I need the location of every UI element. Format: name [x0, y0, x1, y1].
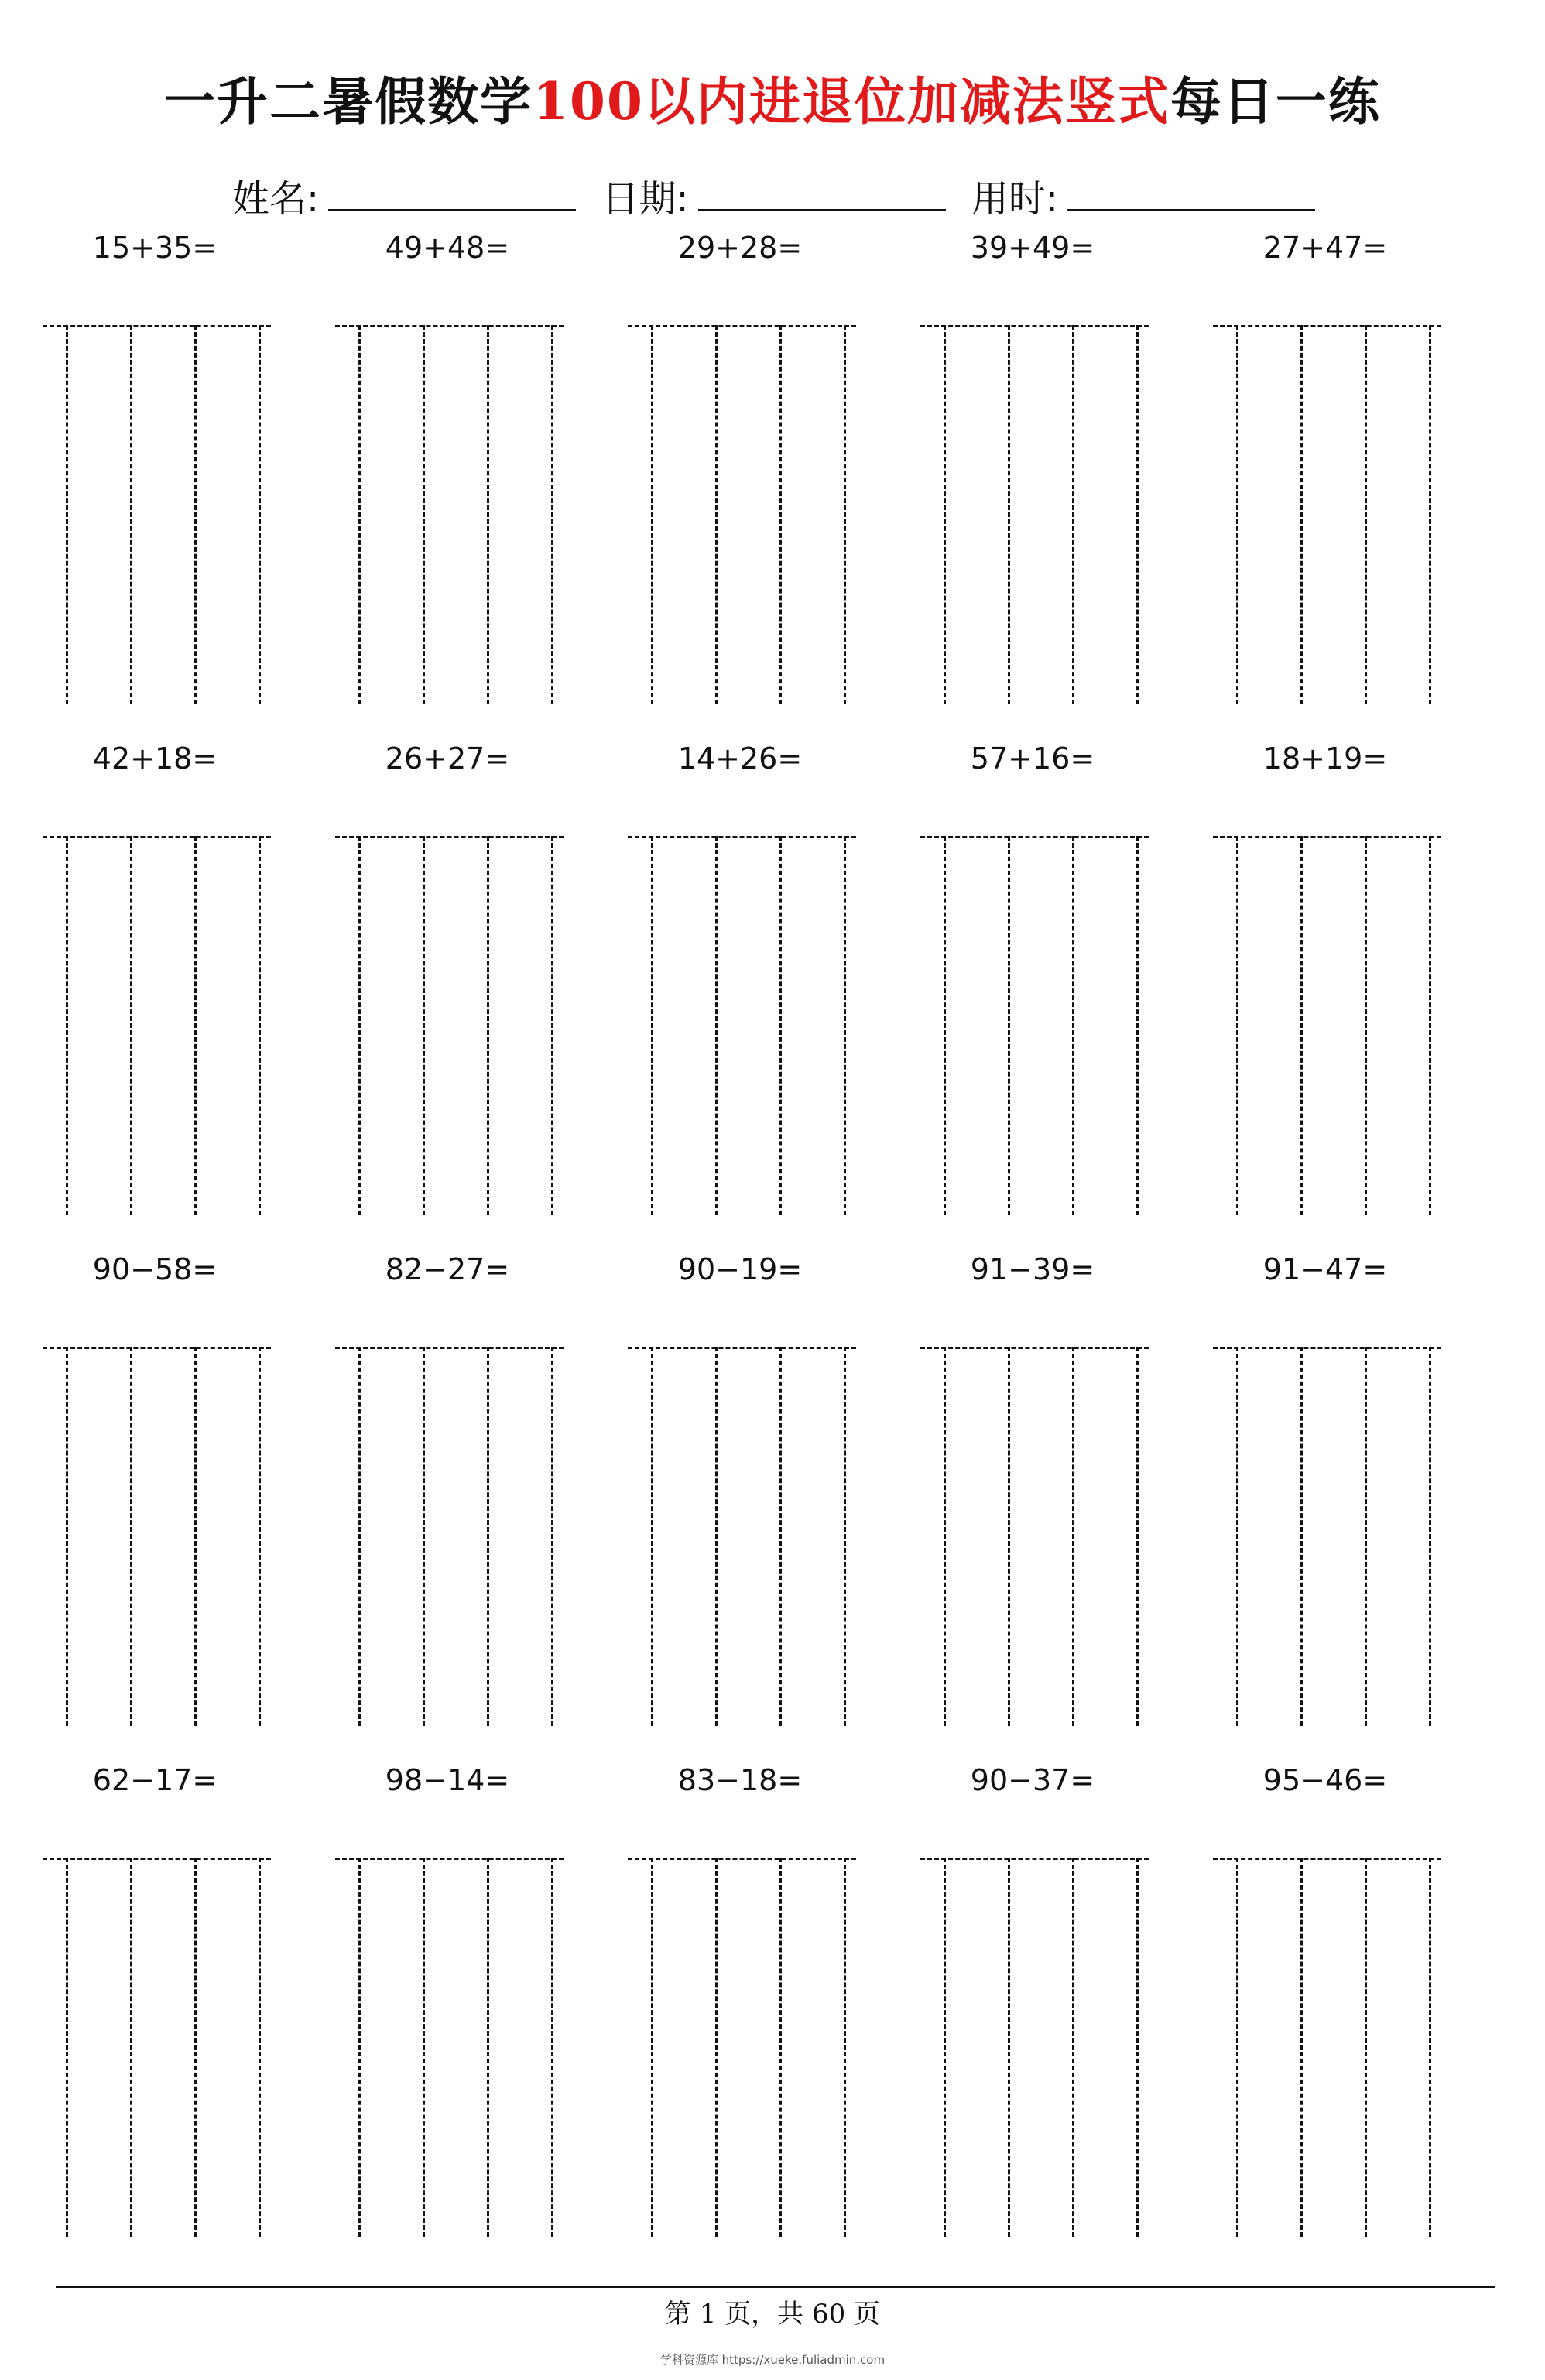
- grid-column-line: [1365, 325, 1367, 704]
- grid-column-line: [551, 1858, 553, 2237]
- grid-column-line: [487, 1347, 489, 1726]
- grid-column-line: [130, 1347, 132, 1726]
- grid-column-line: [844, 325, 846, 704]
- grid-top-line: [335, 1347, 564, 1349]
- problem-expression: 49+48=: [385, 231, 510, 265]
- grid-column-line: [844, 1347, 846, 1726]
- grid-column-line: [487, 325, 489, 704]
- problem-expression: 83−18=: [677, 1763, 803, 1797]
- footer-divider: [56, 2286, 1495, 2288]
- grid-column-line: [194, 1347, 197, 1726]
- grid-top-line: [920, 836, 1149, 838]
- grid-column-line: [1072, 1347, 1074, 1726]
- name-blank: [328, 178, 576, 211]
- grid-top-line: [920, 1858, 1149, 1860]
- grid-column-line: [130, 836, 132, 1215]
- grid-column-line: [1429, 1858, 1431, 2237]
- grid-column-line: [194, 325, 197, 704]
- grid-top-line: [628, 325, 856, 327]
- grid-column-line: [1300, 325, 1303, 704]
- problem-expression: 14+26=: [677, 741, 803, 776]
- problem-expression: 90−19=: [677, 1252, 803, 1286]
- date-label: 日期:: [601, 177, 689, 221]
- grid-column-line: [715, 1347, 718, 1726]
- grid-column-line: [66, 325, 68, 704]
- grid-column-line: [1300, 1347, 1303, 1726]
- grid-top-line: [1213, 1858, 1441, 1860]
- grid-column-line: [66, 1858, 68, 2237]
- answer-grid: [920, 1858, 1149, 2237]
- answer-grid: [43, 836, 271, 1215]
- grid-column-line: [715, 325, 718, 704]
- grid-column-line: [1429, 836, 1431, 1215]
- grid-column-line: [844, 1858, 846, 2237]
- grid-column-line: [1008, 1347, 1010, 1726]
- grid-top-line: [628, 836, 856, 838]
- grid-column-line: [1365, 1858, 1367, 2237]
- grid-column-line: [551, 836, 553, 1215]
- grid-column-line: [651, 1858, 653, 2237]
- grid-column-line: [259, 1858, 261, 2237]
- grid-column-line: [844, 836, 846, 1215]
- problem-expression: 27+47=: [1262, 231, 1388, 265]
- grid-top-line: [1213, 836, 1441, 838]
- problem-expression: 39+49=: [970, 231, 1095, 265]
- grid-top-line: [920, 1347, 1149, 1349]
- grid-column-line: [944, 836, 946, 1215]
- grid-column-line: [651, 1347, 653, 1726]
- grid-column-line: [423, 325, 425, 704]
- date-field: [601, 169, 945, 222]
- grid-column-line: [130, 1858, 132, 2237]
- answer-grid: [628, 1347, 856, 1726]
- grid-column-line: [358, 836, 361, 1215]
- grid-column-line: [715, 836, 718, 1215]
- problem-expression: 91−39=: [970, 1252, 1095, 1286]
- worksheet-title: [0, 60, 1545, 134]
- grid-column-line: [1429, 325, 1431, 704]
- time-blank: [1067, 178, 1315, 211]
- grid-column-line: [715, 1858, 718, 2237]
- grid-column-line: [1008, 836, 1010, 1215]
- grid-column-line: [1136, 1858, 1139, 2237]
- answer-grid: [43, 1347, 271, 1726]
- grid-column-line: [1136, 325, 1139, 704]
- grid-top-line: [43, 1347, 271, 1349]
- grid-top-line: [1213, 325, 1441, 327]
- grid-column-line: [1136, 1347, 1139, 1726]
- problem-expression: 90−37=: [970, 1763, 1095, 1797]
- grid-column-line: [1236, 325, 1238, 704]
- grid-top-line: [1213, 1347, 1441, 1349]
- grid-top-line: [43, 836, 271, 838]
- grid-column-line: [487, 1858, 489, 2237]
- grid-column-line: [779, 1347, 782, 1726]
- grid-column-line: [423, 1858, 425, 2237]
- grid-column-line: [779, 325, 782, 704]
- title-part-1: 一升二暑假数学: [164, 71, 533, 132]
- grid-column-line: [130, 325, 132, 704]
- answer-grid: [1213, 325, 1441, 704]
- answer-grid: [335, 1347, 564, 1726]
- problem-expression: 57+16=: [970, 741, 1095, 776]
- grid-top-line: [628, 1347, 856, 1349]
- grid-column-line: [194, 836, 197, 1215]
- problem-expression: 42+18=: [92, 741, 218, 776]
- grid-top-line: [43, 1858, 271, 1860]
- grid-top-line: [335, 836, 564, 838]
- problem-expression: 91−47=: [1262, 1252, 1388, 1286]
- answer-grid: [628, 836, 856, 1215]
- grid-top-line: [920, 325, 1149, 327]
- grid-column-line: [259, 325, 261, 704]
- date-blank: [698, 178, 946, 211]
- grid-column-line: [944, 1347, 946, 1726]
- grid-column-line: [423, 836, 425, 1215]
- answer-grid: [1213, 836, 1441, 1215]
- grid-column-line: [1136, 836, 1139, 1215]
- problem-expression: 95−46=: [1262, 1763, 1388, 1797]
- grid-top-line: [43, 325, 271, 327]
- grid-column-line: [944, 325, 946, 704]
- grid-column-line: [1300, 836, 1303, 1215]
- grid-column-line: [358, 1858, 361, 2237]
- grid-column-line: [651, 325, 653, 704]
- problem-expression: 26+27=: [385, 741, 510, 776]
- grid-column-line: [1300, 1858, 1303, 2237]
- grid-column-line: [66, 1347, 68, 1726]
- grid-top-line: [628, 1858, 856, 1860]
- grid-column-line: [1072, 836, 1074, 1215]
- grid-column-line: [1429, 1347, 1431, 1726]
- grid-column-line: [1236, 836, 1238, 1215]
- title-part-3: 每日一练: [1170, 71, 1381, 132]
- grid-column-line: [1365, 1347, 1367, 1726]
- grid-column-line: [259, 836, 261, 1215]
- grid-column-line: [1008, 1858, 1010, 2237]
- problem-expression: 29+28=: [677, 231, 803, 265]
- time-field: [971, 169, 1315, 222]
- title-part-2: 100以内进退位加减法竖式: [533, 71, 1170, 132]
- grid-column-line: [358, 325, 361, 704]
- answer-grid: [335, 1858, 564, 2237]
- answer-grid: [1213, 1347, 1441, 1726]
- grid-column-line: [423, 1347, 425, 1726]
- student-info-row: [232, 169, 1329, 222]
- source-watermark: 学科资源库 https://xueke.fuliadmin.com: [659, 2353, 886, 2367]
- grid-column-line: [194, 1858, 197, 2237]
- answer-grid: [335, 325, 564, 704]
- answer-grid: [628, 325, 856, 704]
- time-label: 用时:: [971, 177, 1059, 221]
- problem-expression: 98−14=: [385, 1763, 510, 1797]
- grid-column-line: [651, 836, 653, 1215]
- grid-column-line: [551, 325, 553, 704]
- answer-grid: [43, 1858, 271, 2237]
- grid-column-line: [1236, 1858, 1238, 2237]
- grid-column-line: [944, 1858, 946, 2237]
- problem-expression: 82−27=: [385, 1252, 510, 1286]
- answer-grid: [920, 836, 1149, 1215]
- grid-column-line: [487, 836, 489, 1215]
- problem-expression: 90−58=: [92, 1252, 218, 1286]
- name-label: 姓名:: [232, 177, 320, 221]
- grid-top-line: [335, 325, 564, 327]
- problem-expression: 62−17=: [92, 1763, 218, 1797]
- page-number: 第 1 页，共 60 页: [664, 2299, 881, 2330]
- answer-grid: [920, 325, 1149, 704]
- grid-column-line: [1072, 325, 1074, 704]
- grid-column-line: [259, 1347, 261, 1726]
- problem-expression: 18+19=: [1262, 741, 1388, 776]
- answer-grid: [43, 325, 271, 704]
- grid-column-line: [779, 1858, 782, 2237]
- grid-column-line: [1072, 1858, 1074, 2237]
- grid-column-line: [358, 1347, 361, 1726]
- grid-column-line: [779, 836, 782, 1215]
- grid-column-line: [1008, 325, 1010, 704]
- answer-grid: [920, 1347, 1149, 1726]
- problem-expression: 15+35=: [92, 231, 218, 265]
- grid-column-line: [66, 836, 68, 1215]
- name-field: [232, 169, 576, 222]
- answer-grid: [1213, 1858, 1441, 2237]
- grid-top-line: [335, 1858, 564, 1860]
- grid-column-line: [551, 1347, 553, 1726]
- answer-grid: [628, 1858, 856, 2237]
- answer-grid: [335, 836, 564, 1215]
- grid-column-line: [1365, 836, 1367, 1215]
- grid-column-line: [1236, 1347, 1238, 1726]
